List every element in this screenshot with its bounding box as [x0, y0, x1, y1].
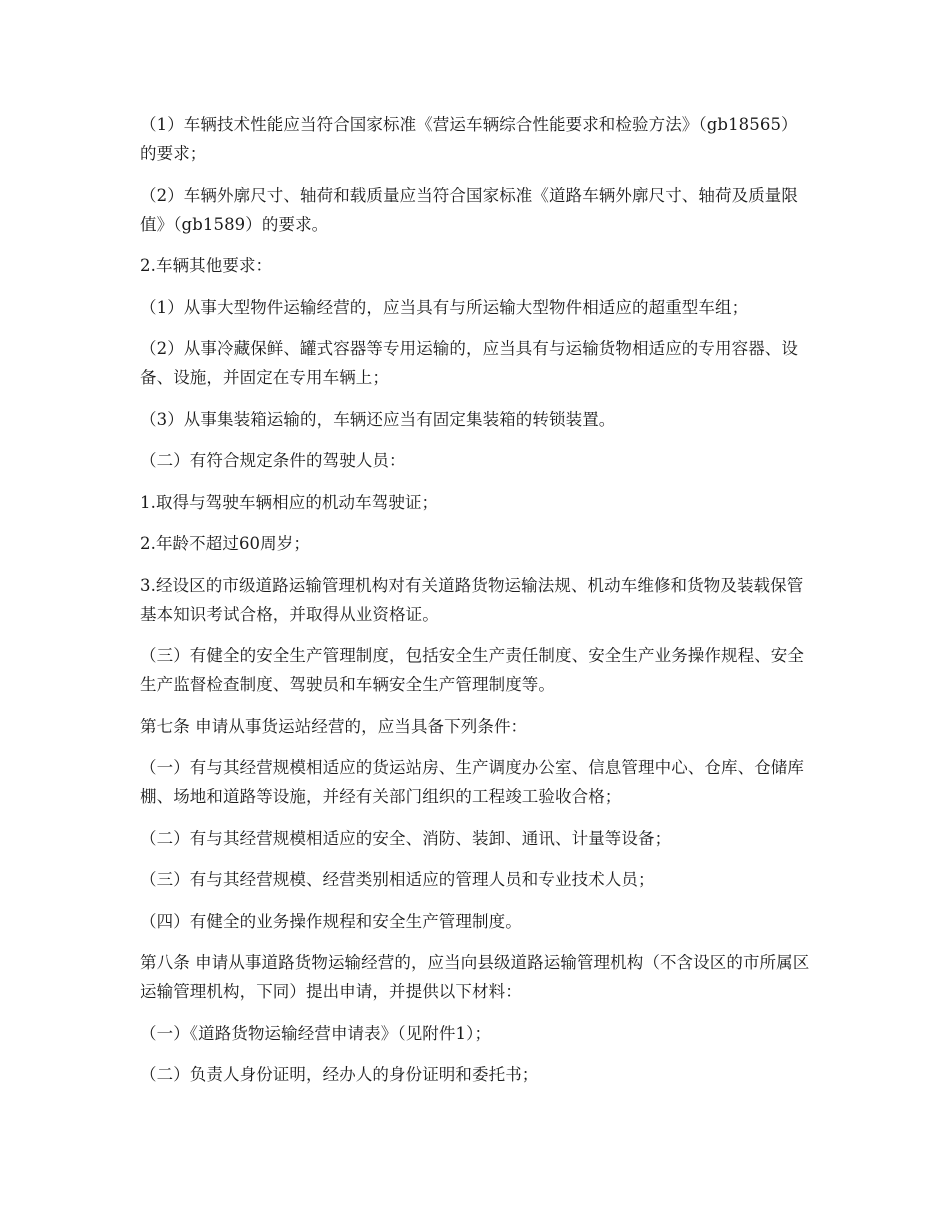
paragraph-article-eight: 第八条 申请从事道路货物运输经营的，应当向县级道路运输管理机构（不含设区的市所属区运输管理机构，下同）提出申请，并提供以下材料：: [140, 953, 810, 1001]
paragraph-station-equipment: （二）有与其经营规模相适应的安全、消防、装卸、通讯、计量等设备；: [140, 828, 672, 848]
paragraph-driver-certification: 3.经设区的市级道路运输管理机构对有关道路货物运输法规、机动车维修和货物及装载保管基本知识考试合格，并取得从业资格证。: [140, 575, 804, 624]
paragraph-vehicle-performance: （1）车辆技术性能应当符合国家标准《营运车辆综合性能要求和检验方法》（gb18565）的要求；: [140, 115, 798, 163]
paragraph-vehicle-dimensions: （2）车辆外廓尺寸、轴荷和载质量应当符合国家标准《道路车辆外廓尺寸、轴荷及质量限值》（gb1589）的要求。: [140, 185, 798, 234]
paragraph-identity-proof: （二）负责人身份证明，经办人的身份证明和委托书；: [140, 1065, 539, 1084]
paragraph-application-form: （一）《道路货物运输经营申请表》（见附件1）；: [140, 1023, 492, 1043]
paragraph-station-facilities: （一）有与其经营规模相适应的货运站房、生产调度办公室、信息管理中心、仓库、仓储库棚、场地和道路等设施，并经有关部门组织的工程竣工验收合格；: [140, 758, 804, 806]
paragraph-driver-license: 1.取得与驾驶车辆相应的机动车驾驶证；: [140, 492, 439, 512]
paragraph-article-seven: 第七条 申请从事货运站经营的，应当具备下列条件：: [140, 716, 528, 736]
paragraph-driver-age: 2.年龄不超过60周岁；: [140, 534, 310, 553]
paragraph-container-transport: （3）从事集装箱运输的，车辆还应当有固定集装箱的转锁装置。: [140, 409, 616, 429]
paragraph-station-staff: （三）有与其经营规模、经营类别相适应的管理人员和专业技术人员；: [140, 870, 655, 889]
paragraph-station-procedures: （四）有健全的业务操作规程和安全生产管理制度。: [140, 911, 522, 931]
paragraph-safety-management: （三）有健全的安全生产管理制度，包括安全生产责任制度、安全生产业务操作规程、安全生产监督检查制度、驾驶员和车辆安全生产管理制度等。: [140, 646, 804, 694]
paragraph-refrigerated-transport: （2）从事冷藏保鲜、罐式容器等专用运输的，应当具有与运输货物相适应的专用容器、设备、设施，并固定在专用车辆上；: [140, 339, 798, 387]
paragraph-other-vehicle-requirements: 2.车辆其他要求：: [140, 256, 273, 275]
paragraph-qualified-drivers: （二）有符合规定条件的驾驶人员：: [140, 451, 406, 470]
paragraph-large-cargo: （1）从事大型物件运输经营的，应当具有与所运输大型物件相适应的超重型车组；: [140, 297, 749, 317]
